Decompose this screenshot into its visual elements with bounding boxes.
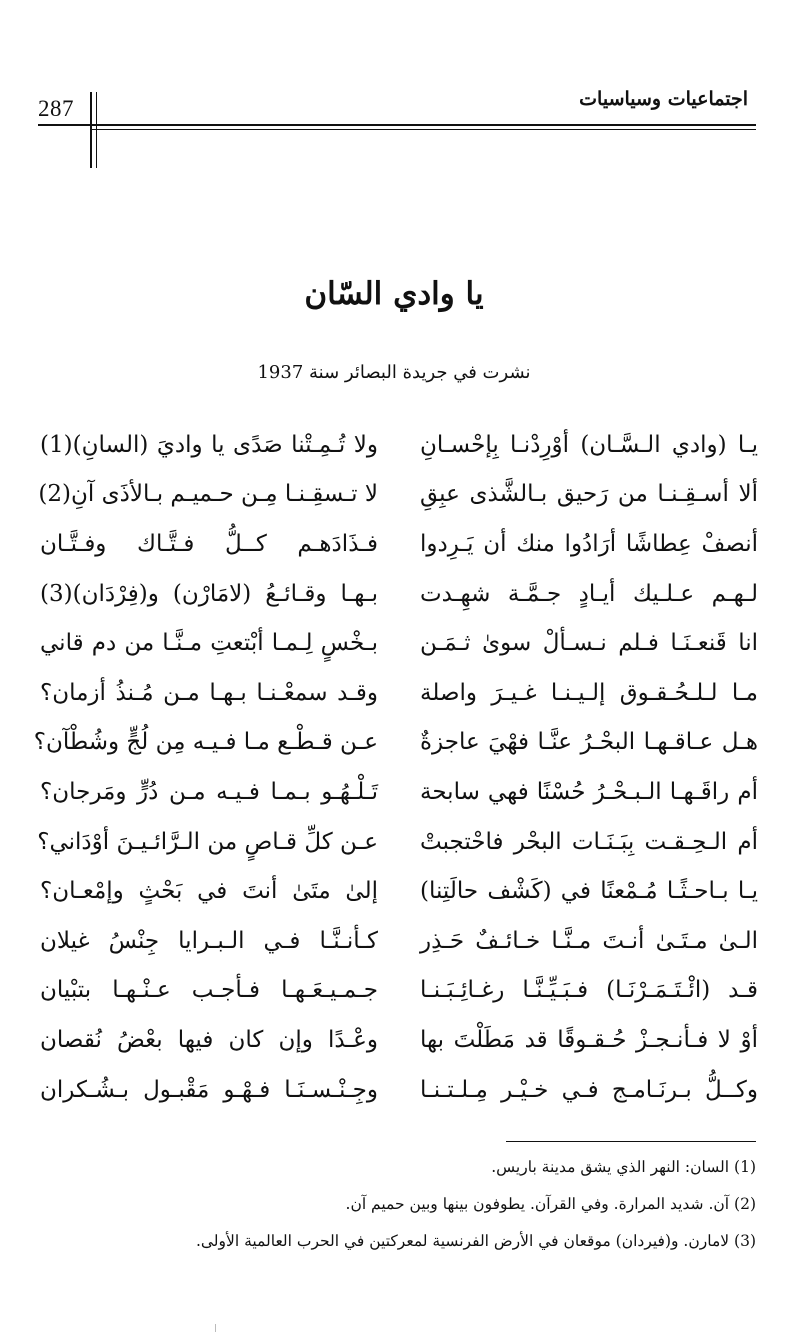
header-vertical-rule-thin [96,92,97,168]
verse-second-hemistich: وجِـنْـسـنَـا فـهْـو مَقْبـول بـشُـكران [40,1076,378,1103]
verse-second-hemistich: إلىٰ متَىٰ أنتَ في بَحْثٍ وإمْعـان؟ [40,878,378,905]
footnote-3: (3) لامارن. و(فيردان) موقعان في الأرض الفرنسية لمعركتين في الحرب العالمية الأولى. [195,1232,756,1250]
verse-row [40,1015,758,1065]
verse-first-hemistich: ألا أسـقِـنـا من رَحيق بـالشَّذى عبِقِ [420,481,758,508]
verse-first-hemistich: لـهـم عـلـيك أيـادٍ جـمَّـة شهِـدت [420,580,758,607]
running-title: اجتماعيات وسياسيات [579,88,748,110]
verse-second-hemistich: فـذَادَهـم كــلُّ فـتَّـاك وفـتَّـان [40,530,378,557]
verse-row [40,866,758,916]
verse-first-hemistich: انا قَنعـنَـا فـلم نـسـألْ سوىٰ ثـمَـن [420,630,758,657]
verse-first-hemistich: هـل عـاقـهـا البحْـرُ عنَّـا فهْيَ عاجزةٌ [420,729,758,756]
footnote-separator [506,1141,756,1142]
footnote-1: (1) السان: النهر الذي يشق مدينة باريس. [491,1158,756,1176]
publication-note: نشرت في جريدة البصائر سنة 1937 [257,362,531,383]
verse-row [40,569,758,619]
verse-second-hemistich: ولا تُـمِـتْنا صَدًى يا واديَ (السانِ)(1) [40,431,378,458]
verse-second-hemistich: عـن قـطْـع مـا فـيـه مِن لُجٍّ وشُطْآن؟ [33,729,378,756]
verse-first-hemistich: وكــلُّ بـرنَـامـج فـي خـيْـر مِـلـتـنـا [420,1076,758,1103]
verse-row [40,618,758,668]
header-rule [38,124,756,126]
poem-verses [33,420,758,1114]
verse-row [40,519,758,569]
footnotes [36,1152,756,1263]
page-number: 287 [38,96,74,121]
verse-row [40,668,758,718]
verse-second-hemistich: كـأنـنَّـا فـي الـبـرايا جِنْسُ غيلان [40,927,378,954]
verse-row [40,420,758,470]
verse-second-hemistich: وعْـدًا وإن كان فيها بعْضُ نُقصان [40,1026,378,1053]
verse-first-hemistich: مـا لـلـحُـقـوق إلـيـنـا غـيـرَ واصلة [420,679,758,706]
verse-first-hemistich: الـىٰ مـتَـىٰ أنـتَ مـنَّـا خـائـفٌ حَـذِر [420,927,758,954]
verse-row [40,966,758,1016]
scan-artifact [215,1324,216,1332]
verse-first-hemistich: أنصفْ عِطاشًا أرَادُوا منك أن يَـرِدوا [420,530,758,557]
verse-row [40,1065,758,1115]
verse-row [33,718,758,768]
poem-title: يا وادي السّان [304,276,484,312]
header-rule-thin [92,129,756,130]
verse-second-hemistich: وقـد سمعْـنـا بـهـا مـن مُـنذُ أزمان؟ [40,679,378,706]
verse-row [40,470,758,520]
verse-second-hemistich: بـخْسٍ لِـمـا أبْتعتِ مـنَّـا من دم قاني [40,630,378,657]
verse-first-hemistich: أم الـحِـقـت بِبَـنَـات البحْر فاحْتجبتْ [420,828,758,855]
verse-row [40,916,758,966]
verse-second-hemistich: بـهـا وقـائـعُ (لامَارْن) و(فِرْدَان)(3) [40,580,378,607]
verse-second-hemistich: تَـلْـهُـو بـمـا فـيـه مـن دُرٍّ ومَرجان؟ [40,778,378,805]
verse-first-hemistich: أوْ لا فـأنـجـزْ حُـقـوقًا قد مَطَلْتَ بها [420,1026,758,1053]
verse-first-hemistich: يـا بـاحـثًـا مُـمْعنًا في (كَشْف حالَتِنا) [420,878,758,905]
verse-second-hemistich: عـن كلِّ قـاصٍ من الـرَّائـيـنَ أوْدَاني؟ [37,828,378,855]
verse-row [40,767,758,817]
verse-second-hemistich: لا تـسقِـنـا مِـن حـميـم بـالأذَى آنِ(2) [38,481,378,508]
verse-first-hemistich: أم راقَـهـا الـبـحْـرُ حُسْنًا فهي سابحة [420,778,758,805]
header-vertical-rule [90,92,92,168]
verse-second-hemistich: جـمـيـعَـهـا فـأجـب عـنْـهـا بتبْيان [40,977,378,1004]
verse-first-hemistich: يـا (وادي الـسَّـان) أوْرِدْنـا بِإحْسـانِ [420,431,758,458]
footnote-2: (2) آن. شديد المرارة. وفي القرآن. يطوفون بينها وبين حميم آن. [345,1195,756,1213]
verse-row [37,817,758,867]
verse-first-hemistich: قـد (ائْـتَـمَـرْنَـا) فـبَـيِّـنَّـا رغـائِـبَـنـا [420,977,758,1004]
